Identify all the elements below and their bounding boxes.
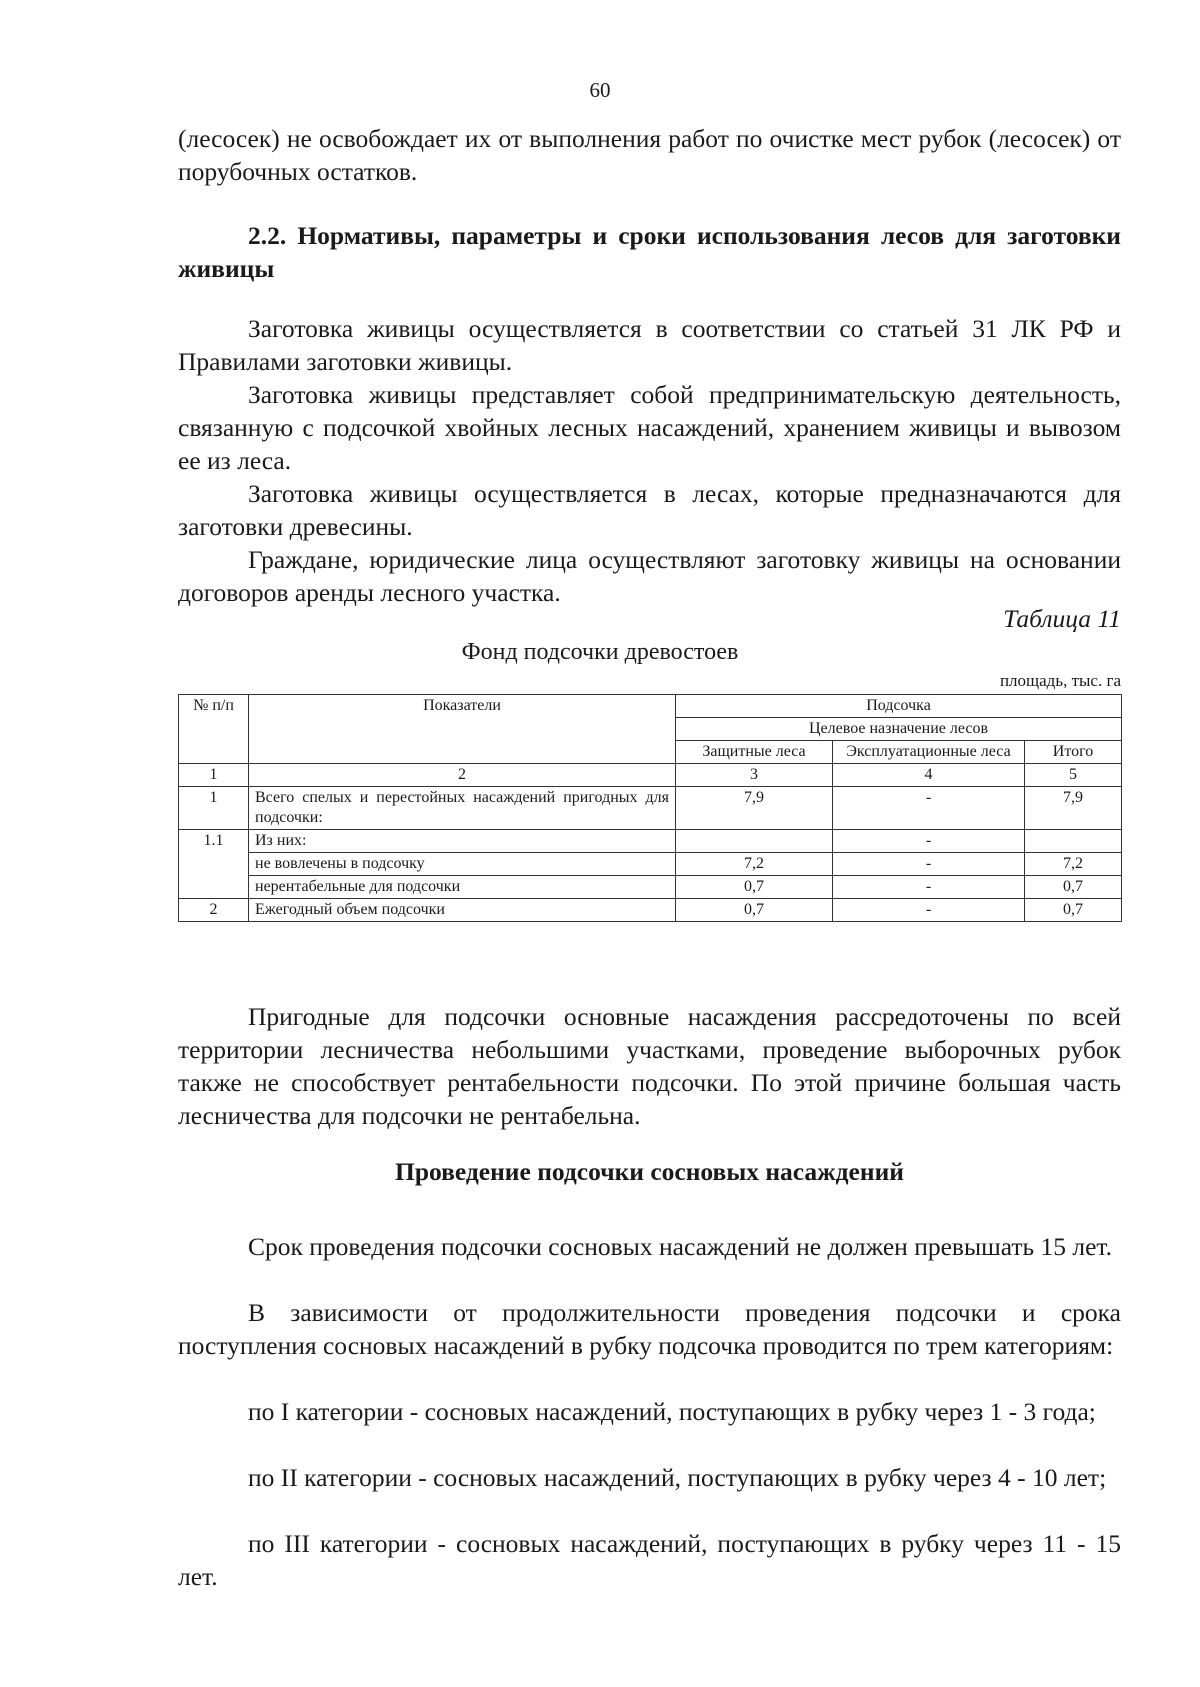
col-number: 5 [1025, 764, 1122, 787]
row-exploitation: - [833, 899, 1025, 922]
paragraph-definition: Заготовка живицы представляет собой предпринимательскую деятельность, связанную с подсочкой хвойных лесных насаждений, хранением живицы и вывозом ее из леса. [178, 380, 1121, 475]
col-number: 2 [249, 764, 676, 787]
row-total: 7,9 [1025, 787, 1122, 830]
row-protective: 0,7 [676, 876, 833, 899]
table-title: Фонд подсочки древостоев [461, 639, 739, 665]
row-exploitation: - [833, 787, 1025, 830]
col-number: 3 [676, 764, 833, 787]
page-number: 60 [589, 78, 611, 102]
row-exploitation: - [833, 876, 1025, 899]
row-protective [676, 830, 833, 853]
row-label: не вовлечены в подсочку [249, 853, 676, 876]
row-label: нерентабельные для подсочки [249, 876, 676, 899]
paragraph-statute: Заготовка живицы осуществляется в соответствии со статьей 31 ЛК РФ и Правилами заготовки живицы. [178, 314, 1121, 376]
row-protective: 0,7 [676, 899, 833, 922]
table-row [179, 876, 1122, 899]
header-protective: Защитные леса [676, 741, 833, 764]
row-total: 7,2 [1025, 853, 1122, 876]
row-total: 0,7 [1025, 899, 1122, 922]
table-label: Таблица 11 [1003, 604, 1121, 633]
row-total: 0,7 [1025, 876, 1122, 899]
table-row [179, 899, 1122, 922]
tapping-fund-table [178, 694, 1122, 922]
paragraph-lease: Граждане, юридические лица осуществляют заготовку живицы на основании договоров аренды лесного участка. [178, 545, 1121, 607]
paragraph-forests: Заготовка живицы осуществляется в лесах, которые предназначаются для заготовки древесины. [178, 479, 1121, 541]
header-total: Итого [1025, 741, 1122, 764]
table-row [179, 853, 1122, 876]
header-num: № п/п [179, 695, 249, 764]
header-exploitation: Эксплуатационные леса [833, 741, 1025, 764]
col-number: 1 [179, 764, 249, 787]
col-number: 4 [833, 764, 1025, 787]
subheading: Проведение подсочки сосновых насаждений [395, 1157, 904, 1186]
paragraph-category-2: по II категории - сосновых насаждений, поступающих в рубку через 4 - 10 лет; [248, 1463, 1107, 1492]
row-num: 1 [179, 787, 249, 830]
column-number-row [179, 764, 1122, 787]
paragraph-term: Срок проведения подсочки сосновых насаждений не должен превышать 15 лет. [248, 1232, 1113, 1261]
row-label: Всего спелых и перестойных насаждений пригодных для подсочки: [249, 787, 676, 830]
row-label: Ежегодный объем подсочки [249, 899, 676, 922]
row-exploitation: - [833, 830, 1025, 853]
header-indicators: Показатели [249, 695, 676, 764]
row-num: 1.1 [179, 830, 249, 899]
paragraph-categories: В зависимости от продолжительности проведения подсочки и срока поступления сосновых насаждений в рубку подсочка проводится по трем категориям: [178, 1298, 1121, 1360]
paragraph-category-3: по III категории - сосновых насаждений, поступающих в рубку через 11 - 15 лет. [178, 1529, 1121, 1591]
row-exploitation: - [833, 853, 1025, 876]
table-unit: площадь, тыс. га [999, 671, 1121, 690]
row-total [1025, 830, 1122, 853]
table-row [179, 830, 1122, 853]
paragraph-category-1: по I категории - сосновых насаждений, поступающих в рубку через 1 - 3 года; [248, 1397, 1096, 1426]
row-protective: 7,9 [676, 787, 833, 830]
section-heading: 2.2. Нормативы, параметры и сроки использования лесов для заготовки живицы [178, 221, 1121, 283]
row-protective: 7,2 [676, 853, 833, 876]
intro-paragraph: (лесосек) не освобождает их от выполнения работ по очистке мест рубок (лесосек) от порубочных остатков. [178, 124, 1121, 186]
table-row [179, 787, 1122, 830]
paragraph-after-table: Пригодные для подсочки основные насаждения рассредоточены по всей территории лесничества небольшими участками, проведение выборочных рубок также не способствует рентабельности подсочки. По этой причине большая часть лесничества для подсочки не рентабельна. [178, 1002, 1121, 1130]
header-tapping: Подсочка [676, 695, 1122, 718]
row-num: 2 [179, 899, 249, 922]
row-label: Из них: [249, 830, 676, 853]
header-purpose: Целевое назначение лесов [676, 718, 1122, 741]
